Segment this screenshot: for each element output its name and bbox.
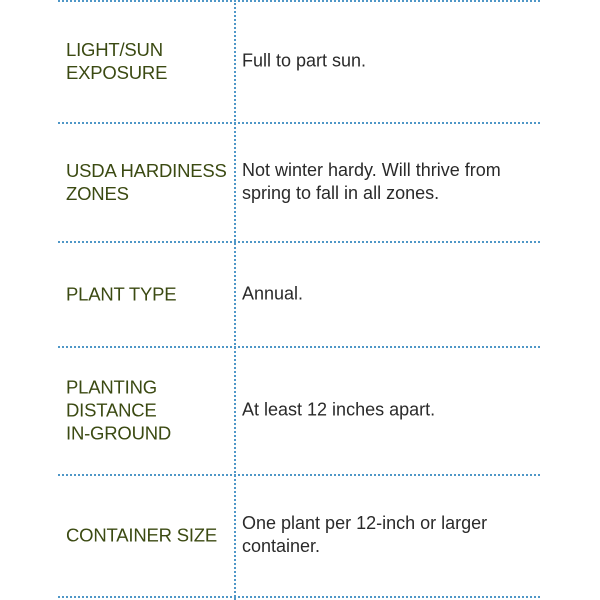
- row-label: PLANTING DISTANCE IN-GROUND: [66, 376, 172, 444]
- row-divider: [58, 596, 540, 598]
- row-label: CONTAINER SIZE: [66, 524, 218, 546]
- row-value: Not winter hardy. Will thrive from spring to fall in all zones.: [242, 159, 501, 203]
- row-label: PLANT TYPE: [66, 283, 177, 304]
- table-row-planting-distance: [0, 346, 600, 474]
- table-row-plant-type: [0, 241, 600, 346]
- row-value: One plant per 12-inch or larger container.: [242, 513, 488, 556]
- table-row-light-sun-exposure: [0, 0, 600, 122]
- row-value: Annual.: [242, 283, 304, 303]
- row-label: USDA HARDINESS ZONES: [66, 159, 227, 204]
- table-row-usda-hardiness-zones: [0, 122, 600, 241]
- row-value: At least 12 inches apart.: [242, 399, 436, 420]
- row-value: Full to part sun.: [242, 50, 367, 71]
- row-label: LIGHT/SUN EXPOSURE: [66, 39, 168, 83]
- table-row-container-size: [0, 474, 600, 596]
